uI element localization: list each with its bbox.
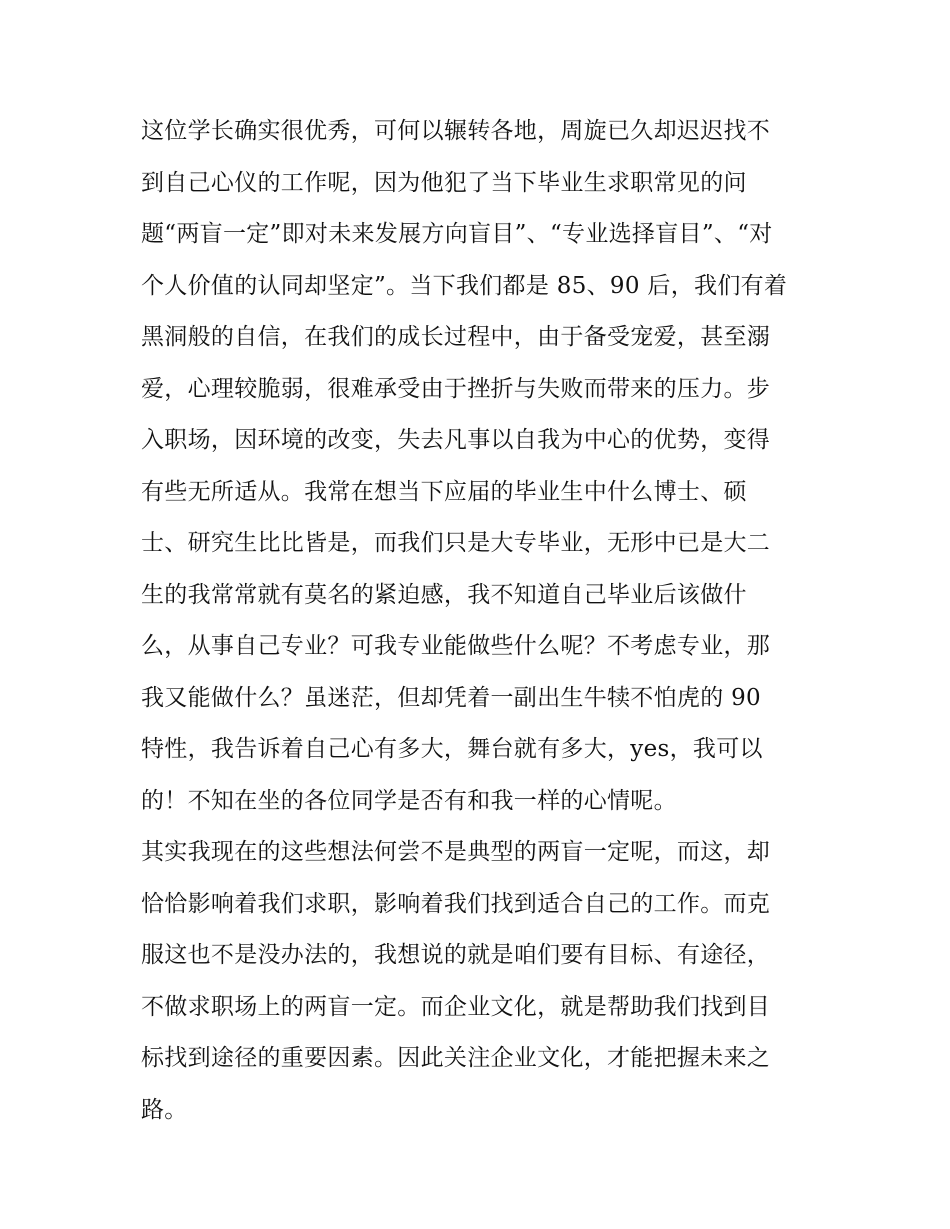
text-line: 特性，我告诉着自己心有多大，舞台就有多大，yes，我可以 [141,736,763,762]
text-line: 的！不知在坐的各位同学是否有和我一样的心情呢。 [141,787,677,814]
text-line: 个人价值的认同却坚定”。当下我们都是 85、90 后，我们有着 [141,272,788,299]
text-line: 标找到途径的重要因素。因此关注企业文化，才能把握未来之 [141,1045,771,1071]
text-line: 到自己心仪的工作呢，因为他犯了当下毕业生求职常见的问 [141,169,747,196]
document-body [141,111,821,1141]
text-line: 生的我常常就有莫名的紧迫感，我不知道自己毕业后该做什 [141,581,747,608]
text-line: 其实我现在的这些想法何尝不是典型的两盲一定呢，而这，却 [141,839,771,865]
text-line: 路。 [141,1096,188,1123]
text-line: 不做求职场上的两盲一定。而企业文化，就是帮助我们找到目 [141,993,771,1020]
text-line: 士、研究生比比皆是，而我们只是大专毕业，无形中已是大二 [141,530,771,556]
text-line: 我又能做什么？虽迷茫，但却凭着一副出生牛犊不怕虎的 90 [141,684,761,711]
text-line: 么，从事自己专业？可我专业能做些什么呢？不考虑专业，那 [141,633,771,659]
text-line: 爱，心理较脆弱，很难承受由于挫折与失败而带来的压力。步 [141,375,771,402]
text-line: 服这也不是没办法的，我想说的就是咱们要有目标、有途径， [141,942,771,968]
text-line: 题“两盲一定”即对未来发展方向盲目”、“专业选择盲目”、“对 [141,221,773,247]
text-line: 这位学长确实很优秀，可何以辗转各地，周旋已久却迟迟找不 [141,118,771,144]
text-line: 有些无所适从。我常在想当下应届的毕业生中什么博士、硕 [141,478,747,505]
text-line: 入职场，因环境的改变，失去凡事以自我为中心的优势，变得 [141,427,771,453]
text-line: 黑洞般的自信，在我们的成长过程中，由于备受宠爱，甚至溺 [141,324,771,350]
text-line: 恰恰影响着我们求职，影响着我们找到适合自己的工作。而克 [141,890,771,917]
